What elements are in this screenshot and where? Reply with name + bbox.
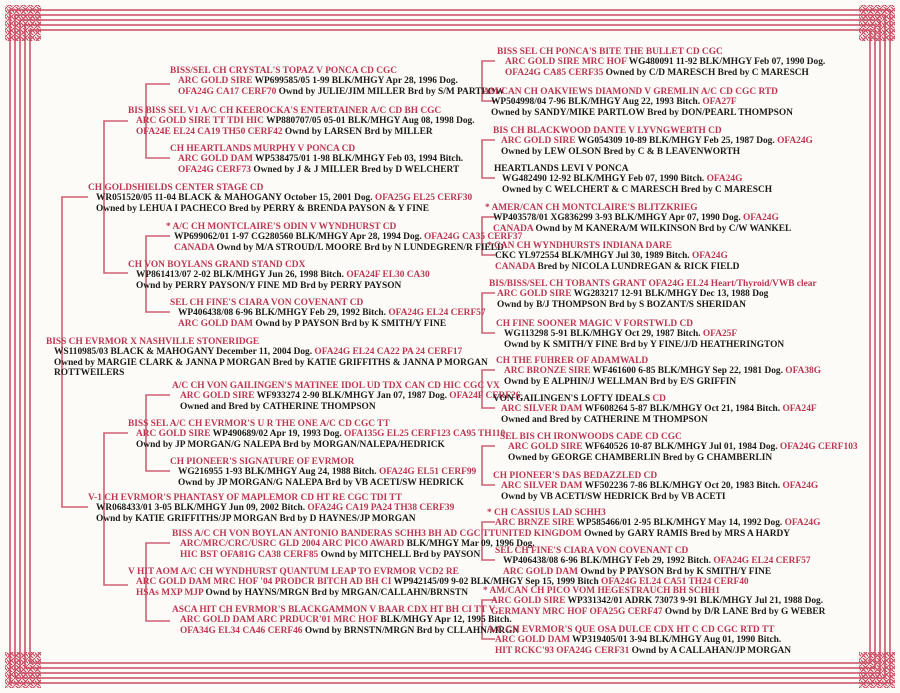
text-segment: Owned by MARGIE CLARK & JANNA P MORGAN Bred by KATIE GRIFFITHS & JANNA P MORGAN bbox=[54, 357, 488, 368]
text-segment: Ownd by LARSEN Brd by MILLER bbox=[284, 126, 433, 137]
dog-detail-line bbox=[493, 213, 791, 223]
text-segment: SEL CH FINE'S CIARA VON COVENANT CD bbox=[495, 546, 689, 556]
dog-detail-line bbox=[504, 366, 821, 376]
text-segment: WP538475/01 1-98 BLK/MHGY Feb 03, 1994 Bitch. bbox=[255, 154, 464, 165]
dog-name bbox=[172, 381, 520, 391]
dog-detail-line bbox=[180, 626, 519, 636]
text-segment: Ownd by MITCHELL Brd by PAYSON bbox=[320, 549, 481, 560]
text-segment: Owned and Bred by CATHERINE M THOMPSON bbox=[501, 414, 708, 425]
text-segment: WG054309 10-89 BLK/MHGY Feb 25, 1987 Dog. bbox=[577, 136, 778, 147]
text-segment: OFA24G CA17 CERF70 bbox=[178, 86, 279, 97]
text-segment: Ownd by M/A STROUD/L MOORE Brd by N LUNDEGREN/R FIELD bbox=[216, 242, 504, 253]
text-segment: Owned by C/D MARESCH Bred by C MARESCH bbox=[605, 67, 809, 78]
text-segment: ARC BRONZE SIRE bbox=[504, 366, 593, 377]
dog-detail-line bbox=[495, 251, 739, 261]
dog-detail-line bbox=[178, 165, 463, 175]
dog-detail-line bbox=[497, 289, 817, 299]
dog-detail-line bbox=[180, 402, 520, 412]
pedigree-entry-fine-sooner-magic bbox=[496, 319, 784, 350]
dog-name bbox=[46, 337, 488, 347]
text-segment: * AM/CAN CH PICO VOM HEGESTRAUCH BH SCHH1 bbox=[483, 586, 720, 596]
dog-name bbox=[493, 471, 818, 481]
dog-detail-line bbox=[136, 429, 505, 439]
dog-name bbox=[496, 319, 784, 329]
dog-detail-line bbox=[491, 607, 825, 617]
dog-detail-line bbox=[501, 404, 817, 414]
text-segment: OFA24G bbox=[706, 174, 743, 185]
pedigree-entry-evrmors-blackgammon bbox=[172, 605, 519, 636]
text-segment: WR068433/01 3-05 BLK/MHGY Jun 09, 2002 Bitch. bbox=[96, 503, 308, 514]
dog-detail-line bbox=[508, 442, 858, 452]
dog-detail-line bbox=[503, 567, 811, 577]
dog-name bbox=[128, 419, 505, 429]
dog-detail-line bbox=[180, 615, 519, 625]
pedigree-entry-wyndhursts-indiana-dare bbox=[487, 241, 739, 272]
text-segment: WP490689/02 Apr 19, 1993 Dog. bbox=[212, 429, 345, 440]
dog-detail-line bbox=[502, 185, 772, 195]
text-segment: WP861413/07 2-02 BLK/MHGY Jun 26, 1998 Bitch. bbox=[136, 270, 347, 281]
text-segment: OFA27F bbox=[702, 97, 737, 108]
text-segment: ARC GOLD SIRE MRC HOF bbox=[505, 57, 629, 68]
text-segment: WF933274 2-90 BLK/MHGY Jan 07, 1987 Dog. bbox=[256, 391, 450, 402]
dog-detail-line bbox=[96, 204, 472, 214]
text-segment: OFA24G CERF73 bbox=[178, 164, 254, 175]
text-segment: CH THE FUHRER OF ADAMWALD bbox=[496, 356, 649, 366]
text-segment: ASCA HIT CH EVRMOR'S BLACKGAMMON V BAAR CDX HT BH CI TT V bbox=[172, 605, 496, 615]
text-segment: BISS A/C CH VON BOYLAN ANTONIO BANDERAS SCHH3 BH AD CGC TT bbox=[172, 529, 496, 539]
dog-detail-line bbox=[495, 646, 791, 656]
text-segment: WG480091 11-92 BLK/MHGY Feb 07, 1990 Dog. bbox=[628, 57, 826, 68]
text-segment: WP406438/08 6-96 BLK/MHGY Feb 29, 1992 Bitch. bbox=[178, 308, 389, 319]
text-segment: OFA25G EL25 CERF30 bbox=[374, 193, 473, 204]
text-segment: Ownd by P PAYSON Brd by K SMITH/Y FINE bbox=[580, 566, 772, 577]
text-segment: BLK/MHGY Apr 12, 1995 Bitch. bbox=[380, 615, 512, 626]
dog-detail-line bbox=[180, 550, 535, 560]
dog-detail-line bbox=[174, 243, 522, 253]
dog-detail-line bbox=[495, 635, 791, 645]
dog-name bbox=[483, 586, 825, 596]
dog-detail-line bbox=[497, 300, 817, 310]
dog-detail-line bbox=[54, 368, 488, 378]
dog-name bbox=[489, 279, 817, 289]
text-segment: Owned and Bred by CATHERINE THOMPSON bbox=[180, 401, 376, 412]
dog-detail-line bbox=[504, 329, 784, 339]
text-segment: OFA24F CERF26 bbox=[449, 391, 521, 402]
dog-detail-line bbox=[178, 308, 486, 318]
pedigree-entry-montclaires-blitzkrieg bbox=[485, 203, 791, 234]
dog-name bbox=[172, 605, 519, 615]
dog-detail-line bbox=[501, 147, 813, 157]
text-segment: WF640526 10-87 BLK/MHGY Jul 01, 1984 Dog. bbox=[584, 442, 780, 453]
text-segment: Ownd by K SMITH/Y FINE Brd by Y FINE/J/D HEATHERINGTON bbox=[504, 339, 785, 350]
text-segment: ARC GOLD DAM bbox=[178, 154, 256, 165]
text-segment: WF461600 6-85 BLK/MHGY Sep 22, 1981 Dog. bbox=[592, 366, 786, 377]
text-segment: ARC GOLD DAM bbox=[495, 635, 573, 646]
dog-name bbox=[88, 183, 472, 193]
text-segment: Bred by NICOLA LUNDREGAN & RICK FIELD bbox=[537, 261, 740, 272]
dog-name bbox=[483, 87, 793, 97]
dog-detail-line bbox=[491, 97, 793, 107]
text-segment: ARC SILVER DAM bbox=[501, 481, 585, 492]
text-segment: CH HEARTLANDS MURPHY V PONCA CD bbox=[170, 144, 356, 154]
text-segment: Ownd by JULIE/JIM MILLER Brd by S/M PARTLOW bbox=[278, 86, 505, 97]
pedigree-entry-fines-ciara-right bbox=[495, 546, 811, 577]
dog-detail-line bbox=[493, 224, 791, 234]
dog-detail-line bbox=[136, 116, 475, 126]
text-segment: CH PIONEER'S DAS BEDAZZLED CD bbox=[493, 471, 658, 481]
pedigree-entry-pioneers-das-bedazzled bbox=[493, 471, 818, 502]
text-segment: CH VON BOYLANS GRAND STAND CDX bbox=[128, 260, 306, 270]
dog-name bbox=[496, 356, 821, 366]
text-segment: ROTTWEILERS bbox=[54, 368, 125, 379]
text-segment: VON GAILINGEN'S LOFTY IDEALS bbox=[493, 394, 653, 404]
dog-name bbox=[493, 394, 817, 404]
text-segment: ARC GOLD DAM bbox=[178, 318, 256, 329]
dog-detail-line bbox=[491, 108, 793, 118]
dog-detail-line bbox=[54, 347, 488, 357]
text-segment: Ownd by A CALLAHAN/JP MORGAN bbox=[631, 645, 792, 656]
dog-detail-line bbox=[501, 415, 817, 425]
pedigree-entry-keerockas-entertainer bbox=[128, 106, 475, 137]
text-segment: * CH CASSIUS LAD SCHH3 bbox=[487, 508, 606, 518]
dog-name bbox=[497, 47, 825, 57]
dog-name bbox=[166, 222, 522, 232]
pedigree-entry-goldshields-center-stage bbox=[88, 183, 472, 214]
dog-detail-line bbox=[178, 87, 504, 97]
text-segment: HSAs MXP MJP bbox=[136, 587, 206, 598]
text-segment: ARC GOLD SIRE bbox=[491, 596, 568, 607]
text-segment: OFA24G CA85 CERF35 bbox=[505, 67, 606, 78]
dog-detail-line bbox=[178, 467, 476, 477]
dog-detail-line bbox=[505, 68, 825, 78]
text-segment: HIT RCKC'93 OFA24G CERF31 bbox=[495, 645, 632, 656]
text-segment: CH PIONEER'S SIGNATURE OF EVRMOR bbox=[170, 457, 355, 467]
text-segment: V-1 CH EVRMOR'S PHANTASY OF MAPLEMOR CD HT RE CGC TDI TT bbox=[88, 493, 402, 503]
text-segment: SEL BIS CH IRONWOODS CADE CD CGC bbox=[500, 432, 682, 442]
text-segment: Ownd by D/R LANE Brd by G WEBER bbox=[664, 606, 826, 617]
text-segment: CH GOLDSHIELDS CENTER STAGE CD bbox=[88, 183, 264, 193]
text-segment: WP403578/01 XG836299 3-93 BLK/MHGY Apr 07, 1990 Dog. bbox=[493, 213, 744, 224]
text-segment: OFA24G EL51 CERF99 bbox=[378, 467, 477, 478]
text-segment: OFA24G bbox=[777, 136, 813, 147]
text-segment: WP585466/01 2-95 BLK/MHGY May 14, 1992 Dog. bbox=[576, 518, 785, 529]
text-segment: Ownd by M KANERA/M WILKINSON Brd by C/W WANKEL bbox=[535, 223, 792, 234]
pedigree-entry-pico-vom-hegestrauch bbox=[483, 586, 825, 617]
pedigree-entry-evrmors-u-r-the-one bbox=[128, 419, 505, 450]
text-segment: CKC YL972554 BLK/MHGY Jul 30, 1989 Bitch. bbox=[495, 251, 692, 262]
dog-detail-line bbox=[495, 262, 739, 272]
dog-detail-line bbox=[54, 358, 488, 368]
text-segment: OFA135G EL25 CERF123 CA95 TH110 bbox=[344, 429, 506, 440]
text-segment: WG113298 5-91 BLK/MHGY Oct 29, 1987 Bitch. bbox=[504, 329, 703, 340]
text-segment: SEL CH FINE'S CIARA VON COVENANT CD bbox=[170, 298, 364, 308]
text-segment: ARC GOLD DAM MRC HOF '04 PRODCR BITCH AD BH CI bbox=[136, 577, 394, 588]
text-segment: ARC GOLD SIRE bbox=[497, 289, 574, 300]
text-segment: ARC GOLD SIRE bbox=[501, 136, 578, 147]
text-segment: BISS SEL A/C CH EVRMOR'S U R THE ONE A/C CD CGC TT bbox=[128, 419, 390, 429]
text-segment: Ownd by VB ACETI/SW HEDRICK Brd by VB ACETI bbox=[501, 491, 726, 502]
pedigree-entry-fines-ciara-left bbox=[170, 298, 486, 329]
pedigree-entry-tobants-grant bbox=[489, 279, 817, 310]
pedigree-entry-crystals-topaz bbox=[170, 66, 504, 97]
dog-name bbox=[170, 66, 504, 76]
text-segment: Ownd by JP MORGAN/G NALEPA Brd by VB ACETI/SW HEDRICK bbox=[178, 477, 464, 488]
pedigree-entry-evrmor-x-nashville-stoneridge bbox=[46, 337, 488, 379]
text-segment: OFA25F bbox=[702, 329, 738, 340]
text-segment: OFA38G bbox=[785, 366, 822, 377]
pedigree-entry-von-boylans-grand-stand bbox=[128, 260, 430, 291]
text-segment: * AMER/CAN CH MONTCLAIRE'S BLITZKRIEG bbox=[485, 203, 698, 213]
pedigree-entry-the-fuhrer-of-adamwald bbox=[496, 356, 821, 387]
dog-detail-line bbox=[96, 514, 454, 524]
text-segment: UNITED KINGDOM bbox=[495, 528, 585, 539]
dog-detail-line bbox=[501, 481, 818, 491]
pedigree-entry-ironwoods-cade bbox=[500, 432, 858, 463]
text-segment: OFA24G EL24 CERF57 bbox=[388, 308, 486, 319]
text-segment: WP406438/08 6-96 BLK/MHGY Feb 29, 1992 Bitch. bbox=[503, 556, 714, 567]
dog-detail-line bbox=[178, 76, 504, 86]
dog-detail-line bbox=[178, 154, 463, 164]
text-segment: Owned by LEW OLSON Bred by C & B LEAVENWORTH bbox=[501, 146, 741, 157]
dog-name bbox=[172, 529, 535, 539]
text-segment: Owned by C WELCHERT & C MARESCH Bred by C MARESCH bbox=[502, 184, 773, 195]
text-segment: WP880707/05 05-01 BLK/MHGY Aug 08, 1998 Dog. bbox=[266, 116, 475, 127]
text-segment: Ownd by KATIE GRIFFITHS/JP MORGAN Brd by D HAYNES/JP MORGAN bbox=[96, 513, 416, 524]
text-segment: OFA24G CA35 CERF37 bbox=[424, 232, 523, 243]
dog-detail-line bbox=[504, 340, 784, 350]
text-segment: Ownd by HAYNS/MRGN Brd by MRGAN/CALLAHN/BRNSTN bbox=[205, 587, 468, 598]
text-segment: CANADA bbox=[495, 261, 538, 272]
text-segment: ARC GOLD SIRE bbox=[180, 391, 257, 402]
text-segment: Ownd by P PAYSON Brd by K SMITH/Y FINE bbox=[255, 318, 447, 329]
text-segment: BIS/BISS/SEL CH TOBANTS GRANT OFA24G EL24 Heart/Thyroid/VWB clear bbox=[489, 279, 817, 289]
dog-detail-line bbox=[136, 270, 430, 280]
dog-name bbox=[500, 432, 858, 442]
text-segment: * CAN CH WYNDHURSTS INDIANA DARE bbox=[487, 241, 673, 251]
text-segment: WS110985/03 BLACK & MAHOGANY December 11, 2004 Dog. bbox=[54, 347, 315, 358]
text-segment: BISS SEL CH PONCA'S BITE THE BULLET CD CGC bbox=[497, 47, 723, 57]
text-segment: OFA24G bbox=[784, 518, 821, 529]
text-segment: WF502236 7-86 BLK/MHGY Oct 20, 1983 Bitch. bbox=[584, 481, 783, 492]
dog-name bbox=[170, 144, 463, 154]
dog-name bbox=[170, 457, 476, 467]
dog-name bbox=[495, 546, 811, 556]
pedigree-entry-oakviews-diamond bbox=[483, 87, 793, 118]
text-segment: Owned by GEORGE CHAMBERLIN Bred by G CHAMBERLIN bbox=[508, 452, 773, 463]
text-segment: Ownd by E ALPHIN/J WELLMAN Brd by E/S GRIFFIN bbox=[504, 376, 737, 387]
text-segment: ARC/MRC/CRC/USRC GLD 2004 ARC PICO AWARD bbox=[180, 539, 407, 550]
text-segment: BISS CH EVRMOR X NASHVILLE STONERIDGE bbox=[46, 337, 260, 347]
text-segment: * A/C CH MONTCLAIRE'S ODIN V WYNDHURST CD bbox=[166, 222, 397, 232]
dog-detail-line bbox=[96, 193, 472, 203]
text-segment: V HIT AOM A/C CH WYNDHURST QUANTUM LEAP TO EVRMOR VCD2 RE bbox=[128, 567, 459, 577]
text-segment: Ownd by JP MORGAN/G NALEPA Brd by MORGAN/NALEPA/HEDRICK bbox=[136, 439, 445, 450]
pedigree-entry-heartlands-levi bbox=[494, 164, 772, 195]
text-segment: AM/CAN CH OAKVIEWS DIAMOND V GREMLIN A/C CD CGC RTD bbox=[483, 87, 778, 97]
dog-name bbox=[487, 508, 820, 518]
dog-name bbox=[494, 164, 772, 174]
dog-detail-line bbox=[180, 391, 520, 401]
dog-detail-line bbox=[495, 518, 820, 528]
pedigree-entry-blackwood-dante bbox=[493, 126, 813, 157]
dog-name bbox=[487, 241, 739, 251]
pedigree-entry-von-gailingens-lofty-ideals bbox=[493, 394, 817, 425]
pedigree-entry-pioneers-signature bbox=[170, 457, 476, 488]
text-segment: A/C CH EVRMOR'S QUE OSA DULCE CDX HT C CD CGC RTD TT bbox=[487, 625, 775, 635]
text-segment: ARC BRNZE SIRE bbox=[495, 518, 577, 529]
pedigree-entry-von-gailingens-matinee-idol bbox=[172, 381, 520, 412]
text-segment: WP699585/05 1-99 BLK/MHGY Apr 28, 1996 Dog. bbox=[254, 76, 458, 87]
text-segment: OFA24G bbox=[782, 481, 819, 492]
dog-detail-line bbox=[96, 503, 454, 513]
text-segment: CANADA bbox=[493, 223, 536, 234]
dog-name bbox=[485, 203, 791, 213]
text-segment: OFA24G CA19 PA24 TH38 CERF39 bbox=[307, 503, 455, 514]
text-segment: HIC BST OFA81G CA38 CERF85 bbox=[180, 549, 321, 560]
dog-detail-line bbox=[136, 281, 430, 291]
pedigree-entry-heartlands-murphy bbox=[170, 144, 463, 175]
dog-detail-line bbox=[174, 232, 522, 242]
text-segment: Owned by SANDY/MIKE PARTLOW Bred by DON/PEARL THOMPSON bbox=[491, 107, 793, 118]
dog-detail-line bbox=[136, 440, 505, 450]
text-segment: BISS/SEL CH CRYSTAL'S TOPAZ V PONCA CD CGC bbox=[170, 66, 398, 76]
dog-detail-line bbox=[503, 556, 811, 566]
dog-name bbox=[493, 126, 813, 136]
pedigree-entry-von-boylan-antonio-banderas bbox=[172, 529, 535, 560]
text-segment: ARC GOLD DAM bbox=[503, 566, 581, 577]
text-segment: ARC GOLD SIRE TT TDI HIC bbox=[136, 116, 267, 127]
text-segment: OFA24G CERF103 bbox=[779, 442, 858, 453]
dog-detail-line bbox=[136, 127, 475, 137]
pedigree-entry-evrmors-que-osa-dulce bbox=[487, 625, 791, 656]
dog-detail-line bbox=[504, 377, 821, 387]
dog-detail-line bbox=[505, 57, 825, 67]
dog-name bbox=[170, 298, 486, 308]
text-segment: CD bbox=[652, 394, 666, 404]
dog-name bbox=[128, 106, 475, 116]
text-segment: CANADA bbox=[174, 242, 217, 253]
text-segment: BIS CH BLACKWOOD DANTE V LYVNGWERTH CD bbox=[493, 126, 722, 136]
dog-name bbox=[128, 260, 430, 270]
text-segment: ARC GOLD SIRE bbox=[508, 442, 585, 453]
dog-name bbox=[487, 625, 791, 635]
dog-detail-line bbox=[491, 596, 825, 606]
pedigree-entry-poncas-bite-the-bullet bbox=[497, 47, 825, 78]
text-segment: Ownd by B/J THOMPSON Brd by S BOZANT/S SHERIDAN bbox=[497, 299, 746, 310]
text-segment: Ownd by BRNSTN/MRGN Brd by CLLAHN/MRGN bbox=[304, 625, 520, 636]
text-segment: HEARTLANDS LEVI V PONCA bbox=[494, 164, 629, 174]
text-segment: OFA24G EL24 CA22 PA 24 CERF17 bbox=[314, 347, 463, 358]
text-segment: Owned by LEHUA I PACHECO Bred by PERRY & BRENDA PAYSON & Y FINE bbox=[96, 203, 429, 214]
text-segment: OFA24G bbox=[691, 251, 728, 262]
text-segment: WP504998/04 7-96 BLK/MHGY Aug 22, 1993 Bitch. bbox=[491, 97, 703, 108]
text-segment: GERMANY MRC HOF OFA25G CERF47 bbox=[491, 606, 665, 617]
text-segment: ARC GOLD SIRE bbox=[136, 429, 213, 440]
text-segment: A/C CH VON GAILINGEN'S MATINEE IDOL UD TDX CAN CD HIC CGC VX bbox=[172, 381, 500, 391]
dog-detail-line bbox=[178, 478, 476, 488]
text-segment: ARC SILVER DAM bbox=[501, 404, 585, 415]
dog-detail-line bbox=[178, 319, 486, 329]
text-segment: ARC GOLD SIRE bbox=[178, 76, 255, 87]
dog-detail-line bbox=[501, 492, 818, 502]
pedigree-entry-evrmors-phantasy bbox=[88, 493, 454, 524]
text-segment: WP319405/01 3-94 BLK/MHGY Aug 01, 1990 Bitch. bbox=[572, 635, 782, 646]
text-segment: Owned by J & J MILLER Bred by D WELCHERT bbox=[253, 164, 460, 175]
pedigree-entry-cassius-lad bbox=[487, 508, 820, 539]
text-segment: WR051520/05 11-04 BLACK & MAHOGANY October 15, 2001 Dog. bbox=[96, 193, 375, 204]
pedigree-entry-montclaires-odin bbox=[166, 222, 522, 253]
text-segment: OFA24F EL30 CA30 bbox=[346, 270, 430, 281]
text-segment: WF608264 5-87 BLK/MHGY Oct 21, 1984 Bitch. bbox=[584, 404, 783, 415]
text-segment: WG216955 1-93 BLK/MHGY Aug 24, 1988 Bitch. bbox=[178, 467, 379, 478]
text-segment: WG283217 12-91 BLK/MHGY Dec 13, 1988 Dog bbox=[573, 289, 769, 300]
text-segment: BLK/MHGY Mar 09, 1996 Dog. bbox=[406, 539, 535, 550]
text-segment: OFA24G bbox=[743, 213, 779, 224]
text-segment: ARC GOLD DAM ARC PRDUCR'01 MRC HOF bbox=[180, 615, 381, 626]
dog-detail-line bbox=[501, 136, 813, 146]
text-segment: OFA24F bbox=[782, 404, 817, 415]
text-segment: WP699062/01 1-97 CG280560 BLK/MHGY Apr 28, 1994 Dog. bbox=[174, 232, 425, 243]
text-segment: OFA24E EL24 CA19 TH50 CERF42 bbox=[136, 126, 285, 137]
text-segment: Owned by GARY RAMIS Bred by MRS A HARDY bbox=[584, 528, 791, 539]
dog-detail-line bbox=[502, 174, 772, 184]
dog-detail-line bbox=[508, 453, 858, 463]
text-segment: OFA24G EL24 CERF57 bbox=[713, 556, 811, 567]
text-segment: WP331342/01 ADRK 73073 9-91 BLK/MHGY Jul 21, 1988 Dog. bbox=[567, 596, 824, 607]
text-segment: Ownd by PERRY PAYSON/Y FINE MD Brd by PERRY PAYSON bbox=[136, 280, 402, 291]
dog-detail-line bbox=[495, 529, 820, 539]
text-segment: BIS BISS SEL V1 A/C CH KEEROCKA'S ENTERTAINER A/C CD BH CGC bbox=[128, 106, 442, 116]
text-segment: OFA34G EL34 CA46 CERF46 bbox=[180, 625, 305, 636]
dog-name bbox=[88, 493, 454, 503]
text-segment: WP942145/09 9-02 BLK/MHGY Sep 15, 1999 Bitch bbox=[393, 577, 602, 588]
dog-detail-line bbox=[180, 539, 535, 549]
text-segment: WG482490 12-92 BLK/MHGY Feb 07, 1990 Bitch. bbox=[502, 174, 707, 185]
text-segment: CH FINE SOONER MAGIC V FORSTWLD CD bbox=[496, 319, 694, 329]
text-segment: OFA24G EL24 CA51 TH24 CERF40 bbox=[601, 577, 749, 588]
